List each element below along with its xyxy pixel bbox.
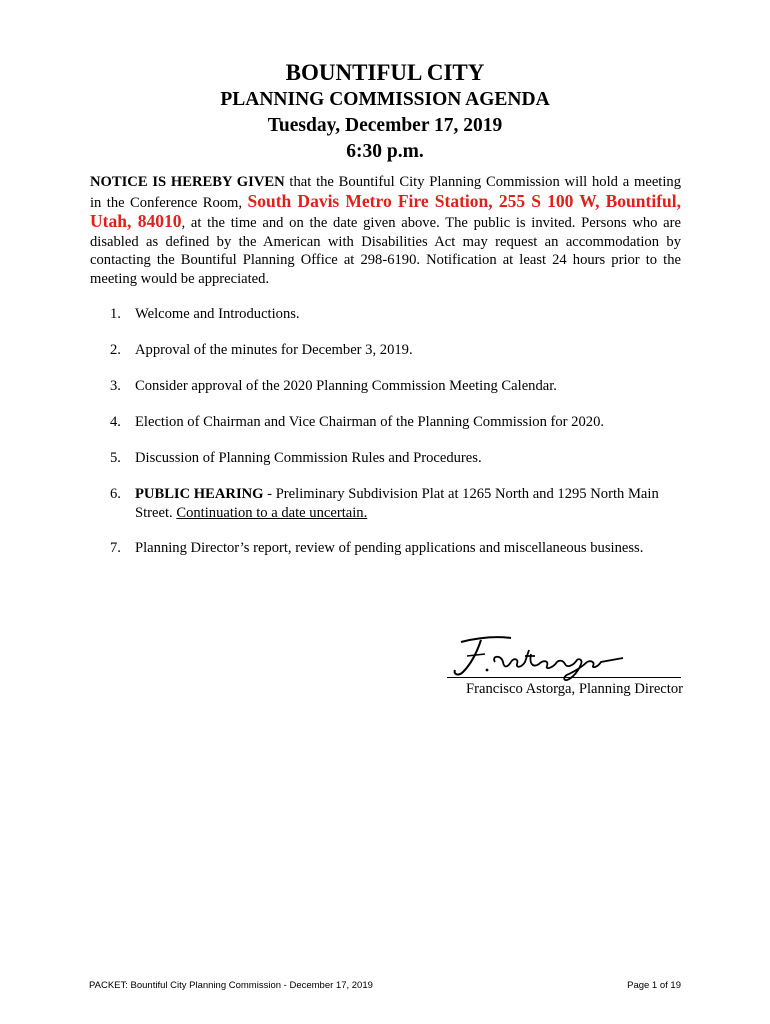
agenda-item [110,449,685,468]
agenda-item [110,413,685,432]
meeting-date: Tuesday, December 17, 2019 [267,115,503,136]
item-text [135,485,685,522]
agenda-item [110,341,685,360]
item-number: 4. [110,414,121,430]
item-text-body: - Preliminary Subdivision Plat at 1265 North and 1295 North Main Street. [135,486,659,521]
agenda-item [110,539,685,558]
item-text: Election of Chairman and Vice Chairman of the Planning Commission for 2020. [135,414,605,430]
meeting-time: 6:30 p.m. [346,141,424,162]
agenda-header [0,58,770,165]
item-number: 7. [110,540,121,556]
city-title: BOUNTIFUL CITY [285,60,485,85]
continuation-note: Continuation to a date uncertain. [176,504,368,521]
footer-page-number: Page 1 of 19 [627,980,681,991]
agenda-item [110,377,685,396]
notice-text-1: that the Bountiful City Planning Commission will hold a meeting in the Conference Room, [90,174,681,211]
public-hearing-label: PUBLIC HEARING [135,486,264,502]
notice-lead: NOTICE IS HEREBY GIVEN [90,174,285,190]
item-number: 2. [110,342,121,358]
agenda-item [110,305,685,324]
signature-line [447,677,681,678]
item-text: Discussion of Planning Commission Rules and Procedures. [135,450,482,466]
item-text: Approval of the minutes for December 3, 2019. [135,342,413,358]
item-number: 1. [110,306,121,322]
agenda-item [110,485,685,522]
signatory-name: Francisco Astorga, Planning Director [466,681,683,697]
item-number: 3. [110,378,121,394]
meeting-location: South Davis Metro Fire Station, 255 S 100 W, Bountiful, Utah, 84010 [90,190,682,232]
item-text: Welcome and Introductions. [135,306,300,322]
agenda-title: PLANNING COMMISSION AGENDA [220,89,550,110]
footer-packet-label: PACKET: Bountiful City Planning Commission - December 17, 2019 [89,980,373,991]
notice-paragraph [90,173,681,289]
item-number: 6. [110,486,121,502]
notice-text-2: , at the time and on the date given above. The public is invited. Persons who are disabled as defined by the American with Disabilities Act may request an accommodation by contacting the Bountiful Planning Office at 298-6190. Notification at least 24 hours prior to the meeting would be appreciated. [90,215,681,287]
item-text: Consider approval of the 2020 Planning Commission Meeting Calendar. [135,378,557,394]
item-number: 5. [110,450,121,466]
signature-image [447,632,683,682]
item-text: Planning Director’s report, review of pending applications and miscellaneous business. [135,540,644,556]
